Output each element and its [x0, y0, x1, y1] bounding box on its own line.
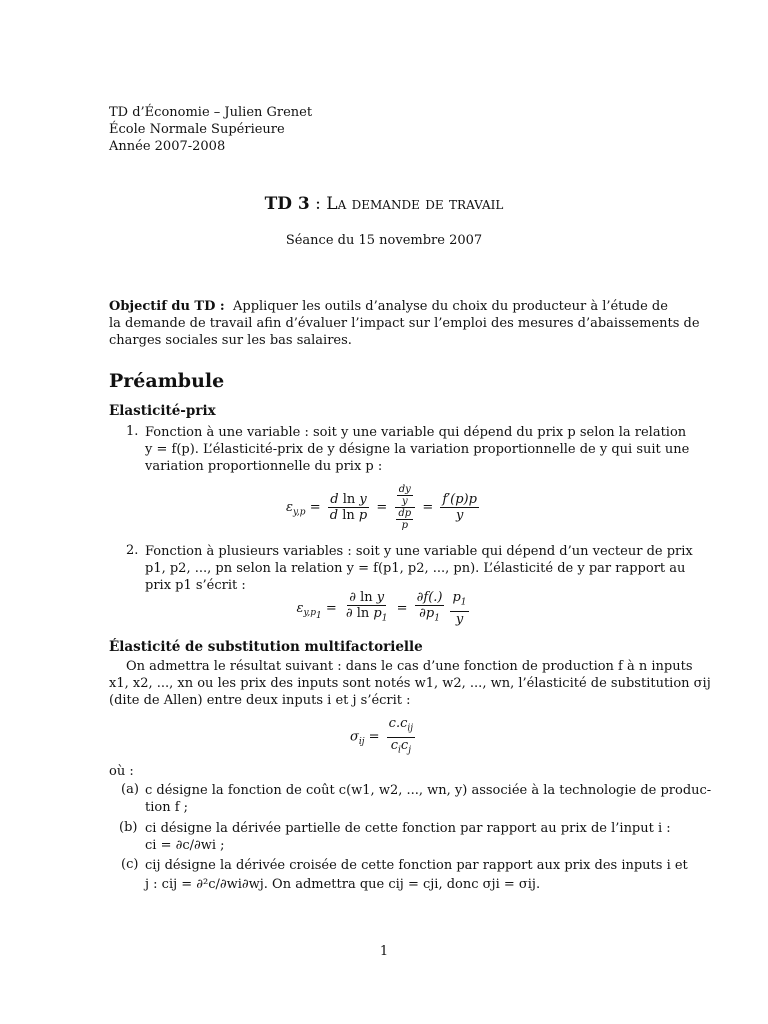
where-label: où :: [109, 764, 134, 779]
page-number: 1: [379, 944, 389, 959]
item-b-line-2: ci = ∂c/∂wi ;: [145, 838, 225, 853]
equation-price-elasticity: $\varepsilon_{y,p}$ = $\frac{\text{d ln y}}{\text{d ln p}}$ = $\frac{\frac{dy}{y}}{\frac{dp}{p}}$ = $\frac{f'(p)p}{y}$: [286, 484, 477, 531]
item1-line-2: y = f(p). L’élasticité-prix de y désigne la variation proportionnelle de y qui suit une: [145, 442, 690, 457]
item-c-line-1: cij désigne la dérivée croisée de cette fonction par rapport aux prix des inputs i et: [145, 858, 688, 873]
item-label-c: (c): [121, 857, 139, 872]
header-course: TD d’Économie – Julien Grenet: [109, 105, 313, 120]
header-school: École Normale Supérieure: [109, 122, 285, 137]
substitution-line-1: On admettra le résultat suivant : dans le cas d’une fonction de production f à n inputs: [126, 659, 693, 674]
equation-allen-elasticity: $\sigma_{ij}$ = $\frac{c.c_{ij}}{c_ic_j}$: [349, 716, 414, 756]
objective-label: Objectif du TD :: [109, 299, 225, 314]
subheading-substitution: Élasticité de substitution multifactorielle: [109, 639, 423, 655]
header-year: Année 2007-2008: [109, 139, 226, 154]
session-date: Séance du 15 novembre 2007: [285, 233, 483, 248]
item-b-line-1: ci désigne la dérivée partielle de cette fonction par rapport au prix de l’input i :: [145, 821, 671, 836]
item1-line-1: Fonction à une variable : soit y une variable qui dépend du prix p selon la relation: [145, 425, 687, 440]
item-number-2: 2.: [126, 543, 139, 558]
item-label-a: (a): [121, 782, 139, 797]
objective-line-2: la demande de travail afin d’évaluer l’impact sur l’emploi des mesures d’abaissements de: [109, 316, 700, 331]
objective-line-1: [109, 298, 668, 315]
title-td-number: TD 3: [264, 194, 310, 214]
item-c-line-2: j : cij = ∂²c/∂wi∂wj. On admettra que cij = cji, donc σji = σij.: [145, 877, 541, 892]
objective-text-1: Appliquer les outils d’analyse du choix du producteur à l’étude de: [232, 299, 668, 314]
item-number-1: 1.: [126, 424, 139, 439]
item2-line-1: Fonction à plusieurs variables : soit y une variable qui dépend d’un vecteur de prix: [145, 544, 693, 559]
section-heading-preamble: Préambule: [109, 370, 225, 392]
title-subject: La demande de travail: [326, 194, 504, 214]
substitution-line-2: x1, x2, ..., xn ou les prix des inputs sont notés w1, w2, ..., wn, l’élasticité de substitution σij: [109, 676, 711, 691]
equation-multi-elasticity: $\varepsilon_{y,p_1}$ = $\frac{\text{∂ ln y}}{\partial \ln p_1}$ = $\frac{\partial f(.)}{\partial p_1}$ $\frac{p_1}{y}$: [296, 590, 467, 627]
item2-line-3: prix p1 s’écrit :: [145, 578, 246, 593]
objective-line-3: charges sociales sur les bas salaires.: [109, 333, 352, 348]
subheading-price-elasticity: Elasticité-prix: [109, 403, 216, 419]
item-a-line-1: c désigne la fonction de coût c(w1, w2, ..., wn, y) associée à la technologie de produc-: [145, 783, 712, 798]
substitution-line-3: (dite de Allen) entre deux inputs i et j s’écrit :: [109, 693, 411, 708]
title-separator: :: [309, 194, 327, 214]
item-label-b: (b): [119, 820, 138, 835]
item2-line-2: p1, p2, ..., pn selon la relation y = f(p1, p2, ..., pn). L’élasticité de y par rapport au: [145, 561, 686, 576]
item1-line-3: variation proportionnelle du prix p :: [145, 459, 383, 474]
item-a-line-2: tion f ;: [145, 800, 189, 815]
document-title: [0, 194, 768, 214]
